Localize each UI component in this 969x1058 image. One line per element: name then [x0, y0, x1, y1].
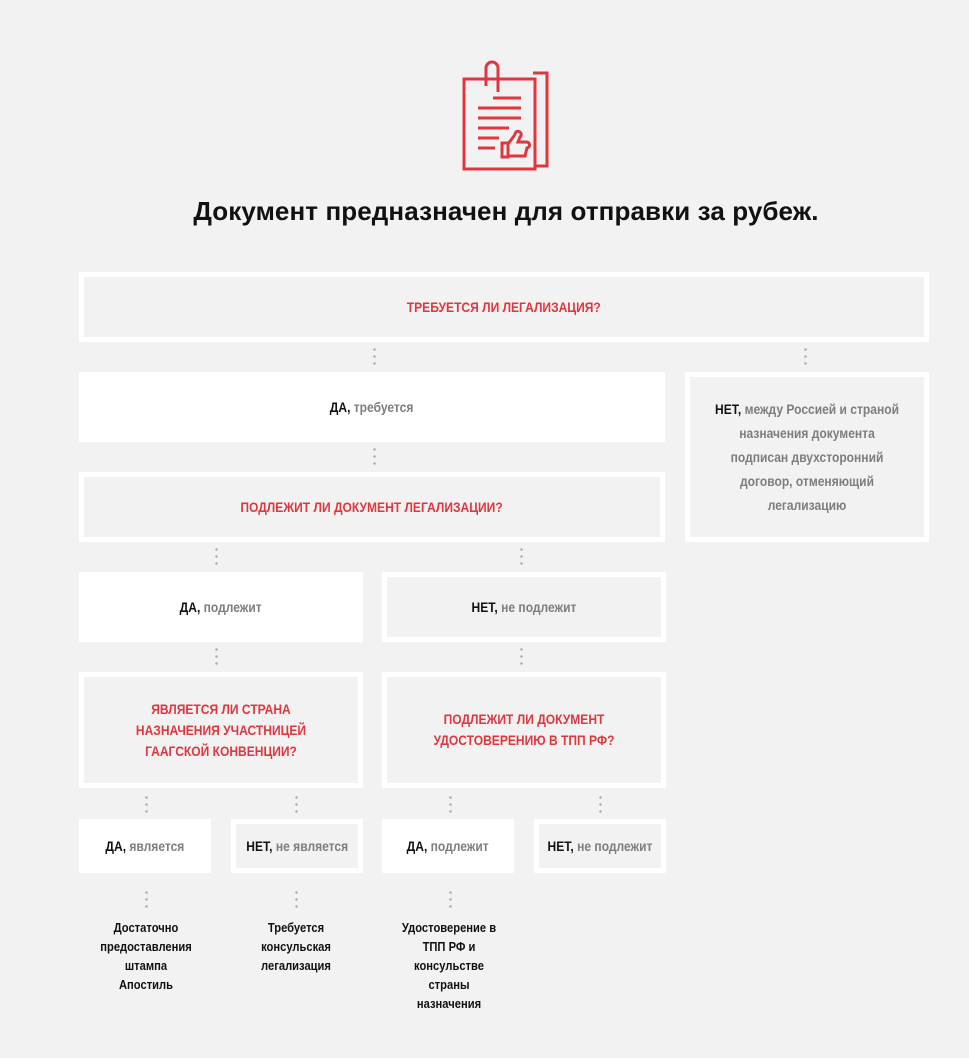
- answer-lead: ДА,: [330, 398, 351, 415]
- answer-lead: ДА,: [105, 837, 127, 854]
- answer-lead: НЕТ,: [471, 598, 498, 615]
- connector-dots: [520, 546, 523, 566]
- connector-dots: [295, 794, 298, 814]
- connector-dots: [373, 446, 376, 466]
- connector-dots: [599, 794, 602, 814]
- answer-yes-required: [79, 372, 665, 442]
- connector-dots: [804, 346, 807, 366]
- question-document-subject: [79, 472, 665, 542]
- question-text: ПОДЛЕЖИТ ЛИ ДОКУМЕНТ УДОСТОВЕРЕНИЮ В ТПП РФ?: [433, 711, 615, 748]
- answer-no-subject: [382, 572, 666, 642]
- answer-detail: подлежит: [427, 837, 489, 854]
- answer-yes-subject: [79, 572, 363, 642]
- answer-lead: ДА,: [180, 598, 201, 615]
- documents-thumbs-up-icon: [459, 60, 553, 174]
- answer-detail: является: [126, 837, 185, 854]
- answer-lead: НЕТ,: [547, 837, 574, 854]
- result-text: Требуется консульская легализация: [261, 920, 331, 973]
- result-text: Удостоверение в ТПП РФ и консульстве страны назначения: [401, 920, 497, 1011]
- question-hague-convention: [79, 672, 363, 788]
- connector-dots: [145, 794, 148, 814]
- answer-no-treaty: [685, 372, 929, 542]
- question-text: ПОДЛЕЖИТ ЛИ ДОКУМЕНТ ЛЕГАЛИЗАЦИИ?: [240, 498, 504, 515]
- answer-no-certification: [534, 819, 666, 873]
- result-consular-legalization: [246, 918, 346, 975]
- result-chamber-and-consulate: [390, 918, 508, 1013]
- result-apostille: [90, 918, 202, 994]
- answer-lead: НЕТ,: [715, 401, 742, 417]
- answer-no-member: [231, 819, 363, 873]
- connector-dots: [215, 546, 218, 566]
- answer-lead: ДА,: [407, 837, 428, 854]
- answer-detail: не подлежит: [497, 598, 577, 615]
- result-text: Достаточно предоставления штампа Апостиль: [100, 920, 192, 992]
- connector-dots: [520, 646, 523, 666]
- answer-detail: между Россией и страной назначения документа подписан двухсторонний договор, отменяющий легализацию: [730, 401, 899, 513]
- answer-detail: не подлежит: [573, 837, 653, 854]
- page-title: Документ предназначен для отправки за рубеж.: [193, 196, 819, 226]
- connector-dots: [373, 346, 376, 366]
- answer-detail: не является: [272, 837, 348, 854]
- answer-yes-member: [79, 819, 211, 873]
- question-text: ТРЕБУЕТСЯ ЛИ ЛЕГАЛИЗАЦИЯ?: [407, 298, 601, 315]
- answer-lead: НЕТ,: [246, 837, 273, 854]
- connector-dots: [145, 889, 148, 909]
- connector-dots: [215, 646, 218, 666]
- answer-detail: подлежит: [200, 598, 262, 615]
- question-chamber-certification: [382, 672, 666, 788]
- connector-dots: [449, 794, 452, 814]
- answer-yes-certification: [382, 819, 514, 873]
- connector-dots: [449, 889, 452, 909]
- answer-detail: требуется: [350, 398, 414, 415]
- question-legalization-required: [79, 272, 929, 342]
- connector-dots: [295, 889, 298, 909]
- question-text: ЯВЛЯЕТСЯ ЛИ СТРАНА НАЗНАЧЕНИЯ УЧАСТНИЦЕЙ ГААГСКОЙ КОНВЕНЦИИ?: [135, 700, 307, 759]
